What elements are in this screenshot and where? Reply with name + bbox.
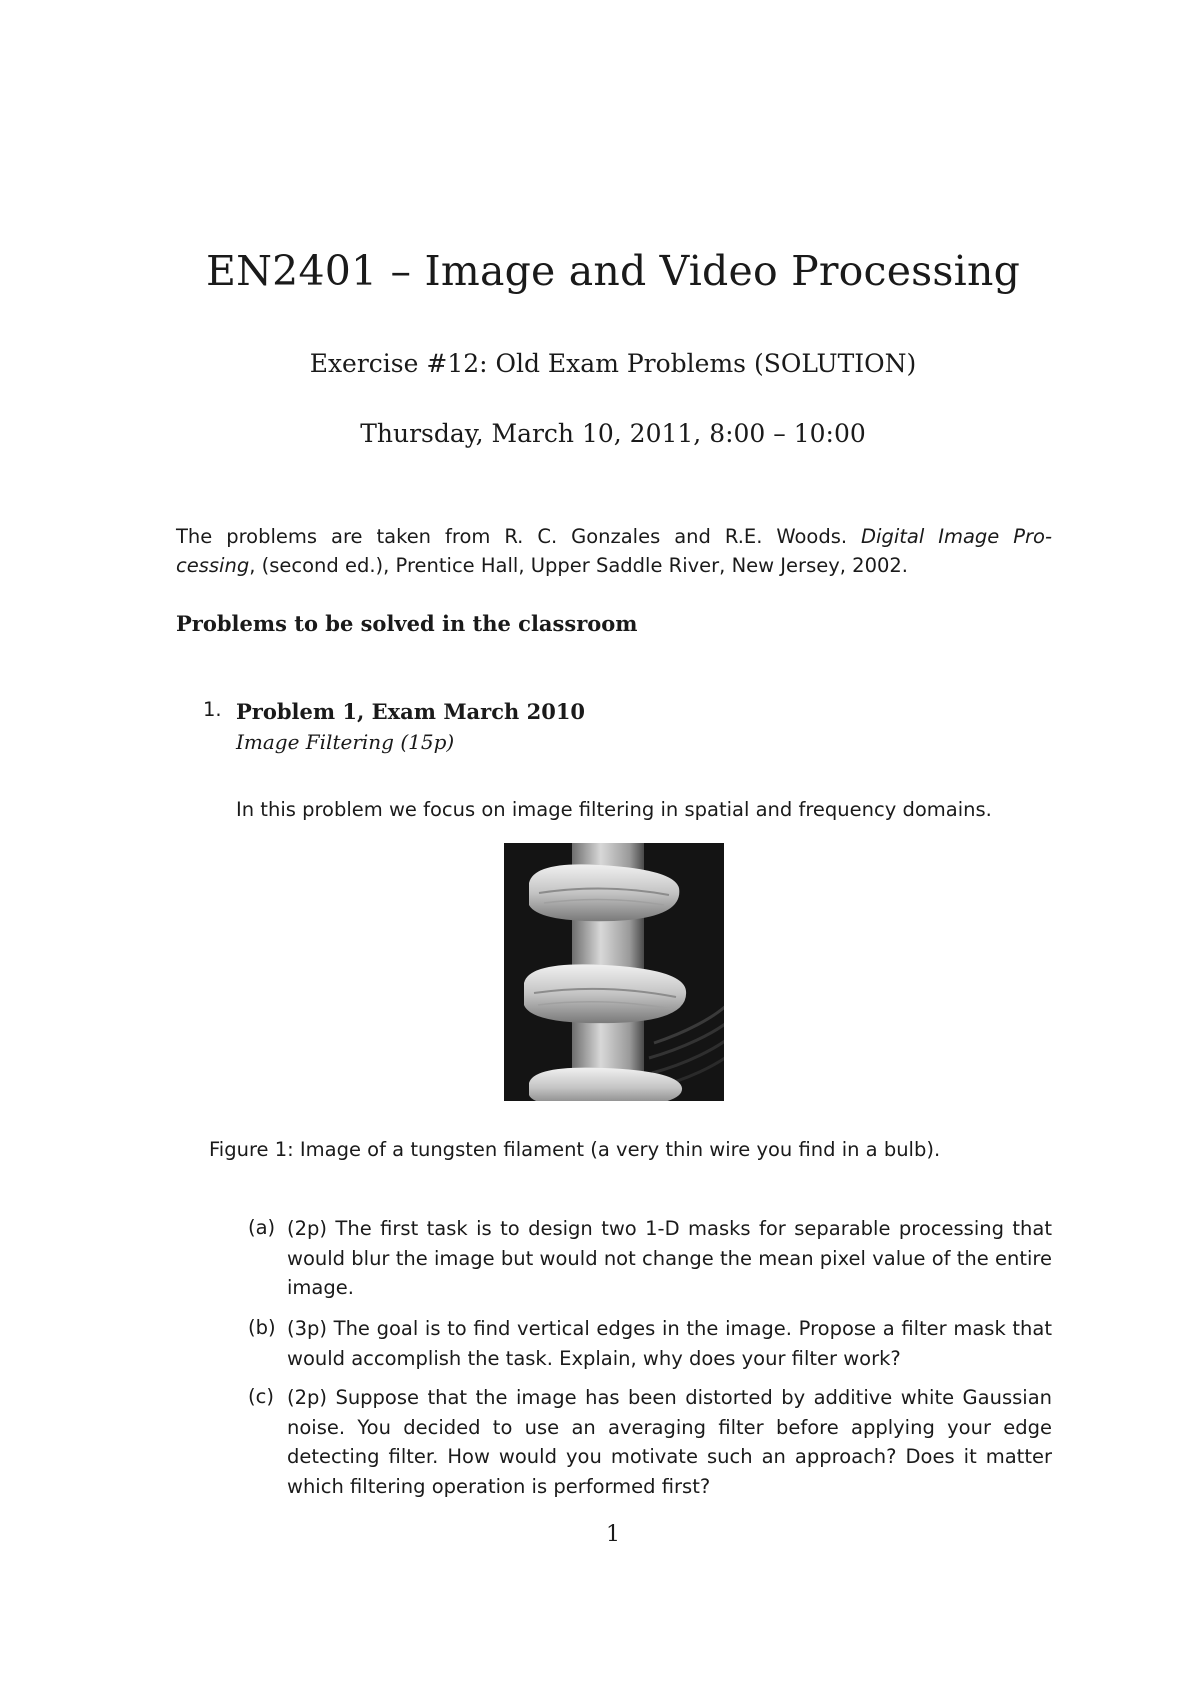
intro-paragraph bbox=[176, 522, 1052, 580]
item-text-a: (2p) The first task is to design two 1-D masks for separable processing that would blur the image but would not change the mean pixel value of the entire image. bbox=[287, 1217, 1052, 1299]
item-label-a: (a) bbox=[248, 1216, 276, 1239]
section-heading: Problems to be solved in the classroom bbox=[176, 611, 638, 636]
problem-number: 1. bbox=[203, 698, 222, 721]
problem-intro: In this problem we focus on image filtering in spatial and frequency domains. bbox=[236, 798, 992, 821]
figure-caption: Figure 1: Image of a tungsten filament (a very thin wire you find in a bulb). bbox=[209, 1138, 941, 1161]
problem-title: Problem 1, Exam March 2010 bbox=[236, 699, 586, 724]
intro-line-1 bbox=[176, 522, 1052, 551]
filament-illustration bbox=[504, 843, 724, 1101]
intro-line-2 bbox=[176, 551, 1052, 580]
item-label-c: (c) bbox=[248, 1385, 274, 1408]
item-text-c: (2p) Suppose that the image has been distorted by additive white Gaussian noise. You decided to use an averaging filter before applying your edge detecting filter. How would you motivate such an approach? Does it matter which filtering operation is performed first? bbox=[287, 1386, 1052, 1498]
intro-text-start: The problems are taken from R. C. Gonzales and R.E. Woods. bbox=[176, 525, 862, 548]
item-text-b: (3p) The goal is to find vertical edges in the image. Propose a filter mask that would accomplish the task. Explain, why does your filter work? bbox=[287, 1317, 1052, 1370]
tungsten-filament-image bbox=[504, 843, 724, 1101]
book-title-part1: Digital Image Pro- bbox=[861, 525, 1053, 548]
document-title: EN2401 – Image and Video Processing bbox=[205, 247, 1021, 295]
item-label-b: (b) bbox=[248, 1316, 276, 1339]
exercise-date: Thursday, March 10, 2011, 8:00 – 10:00 bbox=[360, 419, 866, 448]
intro-text-end: , (second ed.), Prentice Hall, Upper Saddle River, New Jersey, 2002. bbox=[249, 554, 908, 577]
book-title-part2: cessing bbox=[176, 554, 250, 577]
problem-subtitle: Image Filtering (15p) bbox=[236, 730, 455, 754]
exercise-subtitle: Exercise #12: Old Exam Problems (SOLUTION) bbox=[309, 349, 917, 378]
page-number: 1 bbox=[606, 1522, 620, 1547]
